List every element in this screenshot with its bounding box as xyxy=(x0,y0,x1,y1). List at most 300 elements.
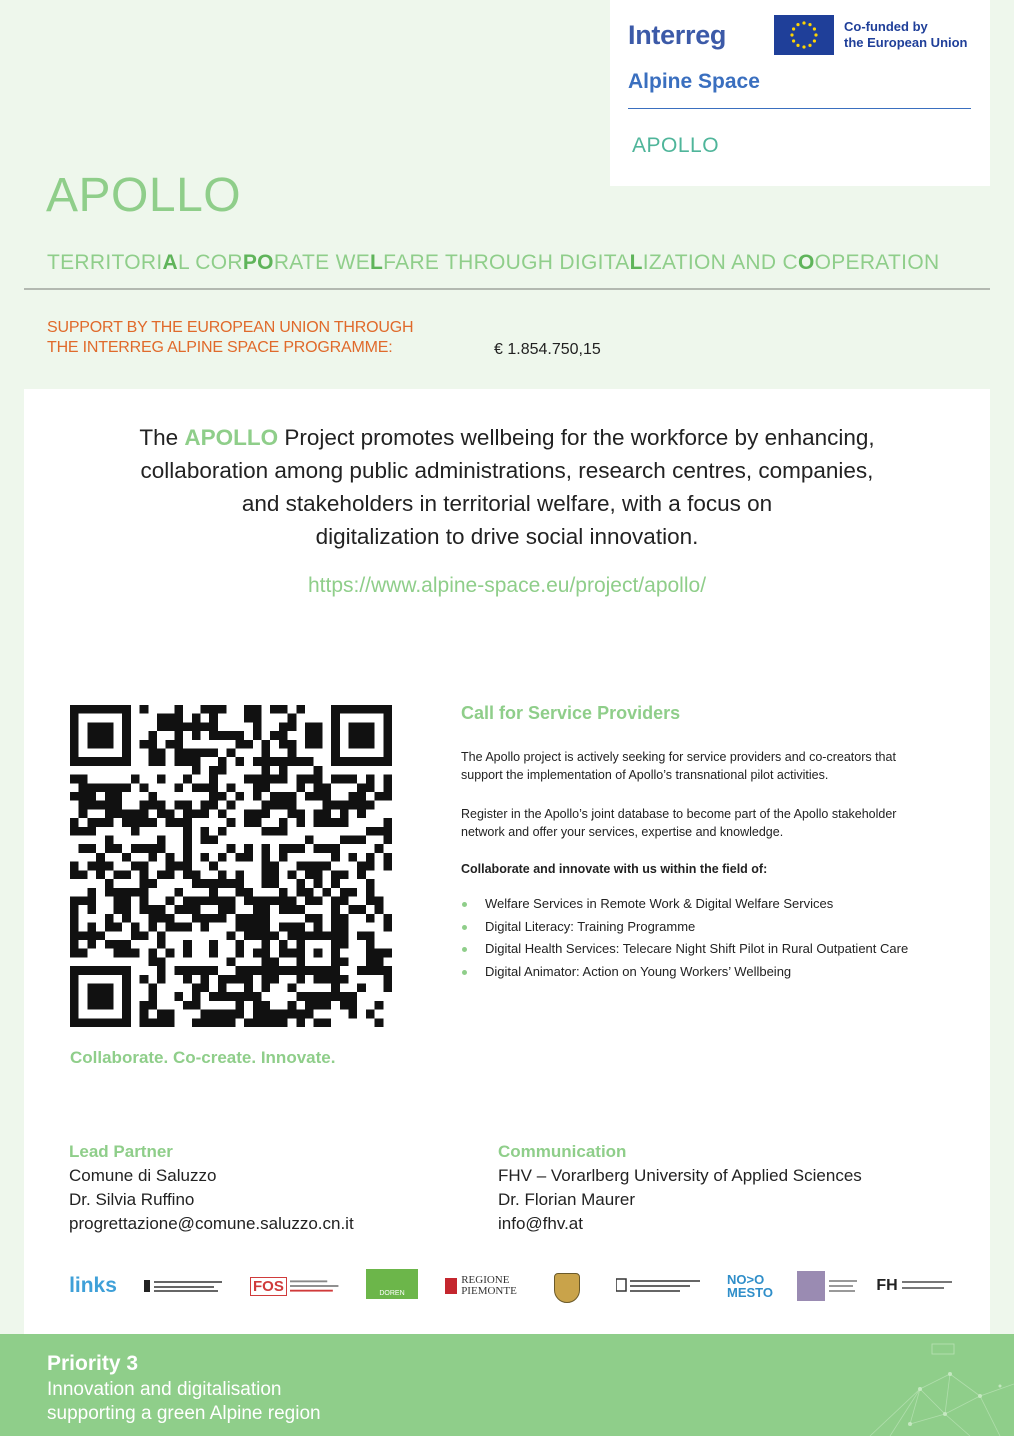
qr-module xyxy=(383,783,392,792)
qr-module xyxy=(331,853,340,862)
qr-module xyxy=(331,714,340,723)
qr-module xyxy=(140,801,149,810)
qr-module xyxy=(87,792,96,801)
qr-module xyxy=(183,870,192,879)
qr-module xyxy=(96,731,105,740)
qr-module xyxy=(331,740,340,749)
qr-module xyxy=(227,1010,236,1019)
qr-module xyxy=(261,775,270,784)
qr-module xyxy=(270,870,279,879)
subtitle-highlight: PO xyxy=(242,251,274,274)
qr-module xyxy=(383,792,392,801)
qr-module xyxy=(192,714,201,723)
qr-module xyxy=(131,931,140,940)
qr-module xyxy=(296,923,305,932)
qr-module xyxy=(314,923,323,932)
qr-module xyxy=(201,923,210,932)
qr-module xyxy=(366,940,375,949)
qr-module xyxy=(322,1001,331,1010)
support-line-1: SUPPORT BY THE EUROPEAN UNION THROUGH xyxy=(47,319,414,336)
qr-module xyxy=(305,896,314,905)
qr-module xyxy=(366,731,375,740)
qr-module xyxy=(209,992,218,1001)
qr-module xyxy=(253,923,262,932)
qr-module xyxy=(70,870,79,879)
qr-module xyxy=(114,844,123,853)
call-paragraph-2 xyxy=(461,805,961,841)
qr-module xyxy=(140,1018,149,1027)
qr-module xyxy=(357,722,366,731)
qr-module xyxy=(235,966,244,975)
qr-module xyxy=(157,957,166,966)
qr-module xyxy=(357,792,366,801)
qr-module xyxy=(148,1001,157,1010)
qr-module xyxy=(70,905,79,914)
qr-module xyxy=(261,870,270,879)
qr-module xyxy=(261,879,270,888)
field-list xyxy=(461,893,908,984)
qr-module xyxy=(305,966,314,975)
qr-module xyxy=(79,775,88,784)
qr-module xyxy=(140,870,149,879)
collaborate-heading: Collaborate and innovate with us within the field of: xyxy=(461,862,768,876)
qr-module xyxy=(140,905,149,914)
partner-logo-steirisches-kompetenzzentrum xyxy=(616,1269,702,1303)
qr-module xyxy=(148,731,157,740)
lead-partner-email-link[interactable]: progrettazione@comune.saluzzo.cn.it xyxy=(69,1214,354,1233)
intro-line-3: and stakeholders in territorial welfare, with a focus on xyxy=(241,491,773,516)
qr-module xyxy=(218,870,227,879)
project-subtitle xyxy=(47,251,939,275)
qr-module xyxy=(166,818,175,827)
qr-module xyxy=(331,749,340,758)
qr-module xyxy=(253,775,262,784)
qr-module xyxy=(261,844,270,853)
qr-module xyxy=(87,931,96,940)
qr-module xyxy=(209,775,218,784)
qr-module xyxy=(157,801,166,810)
qr-module xyxy=(174,862,183,871)
qr-module xyxy=(96,722,105,731)
bullet-icon xyxy=(462,970,467,975)
qr-module xyxy=(105,783,114,792)
qr-module xyxy=(279,949,288,958)
qr-module xyxy=(357,836,366,845)
qr-module xyxy=(296,879,305,888)
qr-module xyxy=(253,1018,262,1027)
qr-module xyxy=(305,992,314,1001)
qr-module xyxy=(340,923,349,932)
partner-logo-fos xyxy=(250,1269,342,1303)
qr-module xyxy=(314,992,323,1001)
qr-module xyxy=(331,992,340,1001)
qr-module xyxy=(340,705,349,714)
qr-module xyxy=(279,896,288,905)
subtitle-part: RATE WE xyxy=(273,251,371,274)
qr-module xyxy=(331,940,340,949)
qr-module xyxy=(244,740,253,749)
qr-module xyxy=(183,940,192,949)
cofunded-line-2: the European Union xyxy=(844,35,968,50)
qr-module xyxy=(261,862,270,871)
qr-module xyxy=(122,714,131,723)
qr-module xyxy=(296,775,305,784)
qr-module xyxy=(235,757,244,766)
priority-line-1: Innovation and digitalisation xyxy=(47,1379,282,1400)
qr-module xyxy=(348,705,357,714)
qr-module xyxy=(288,749,297,758)
qr-module xyxy=(183,896,192,905)
qr-module xyxy=(331,870,340,879)
qr-module xyxy=(375,905,384,914)
qr-module xyxy=(148,818,157,827)
qr-module xyxy=(114,792,123,801)
qr-module xyxy=(70,827,79,836)
qr-module xyxy=(227,975,236,984)
qr-module xyxy=(261,975,270,984)
qr-module xyxy=(192,722,201,731)
qr-module xyxy=(322,792,331,801)
qr-module xyxy=(131,949,140,958)
qr-module xyxy=(79,949,88,958)
qr-module xyxy=(79,844,88,853)
qr-module xyxy=(270,975,279,984)
qr-module xyxy=(209,914,218,923)
qr-module xyxy=(105,888,114,897)
qr-module xyxy=(296,975,305,984)
qr-module xyxy=(131,862,140,871)
qr-module xyxy=(305,1010,314,1019)
qr-module xyxy=(201,827,210,836)
priority-title: Priority 3 xyxy=(47,1352,139,1375)
qr-module xyxy=(357,705,366,714)
qr-module xyxy=(105,1001,114,1010)
qr-module xyxy=(340,836,349,845)
qr-module xyxy=(114,949,123,958)
qr-module xyxy=(366,1010,375,1019)
qr-module xyxy=(348,992,357,1001)
qr-module xyxy=(366,888,375,897)
qr-module xyxy=(70,749,79,758)
qr-module xyxy=(348,801,357,810)
qr-module xyxy=(322,801,331,810)
qr-module xyxy=(314,870,323,879)
communication-email-link[interactable]: info@fhv.at xyxy=(498,1214,583,1233)
qr-module xyxy=(261,809,270,818)
qr-module xyxy=(105,740,114,749)
qr-module xyxy=(227,783,236,792)
qr-module xyxy=(87,940,96,949)
qr-module xyxy=(348,775,357,784)
qr-module xyxy=(244,705,253,714)
qr-module xyxy=(157,870,166,879)
qr-module xyxy=(209,862,218,871)
qr-module xyxy=(383,923,392,932)
qr-module xyxy=(279,801,288,810)
qr-module xyxy=(375,966,384,975)
qr-module xyxy=(314,731,323,740)
qr-module xyxy=(366,914,375,923)
qr-module xyxy=(279,757,288,766)
qr-module xyxy=(209,1018,218,1027)
qr-module xyxy=(183,801,192,810)
qr-module xyxy=(192,896,201,905)
qr-module xyxy=(227,1018,236,1027)
qr-module xyxy=(70,1018,79,1027)
qr-module xyxy=(122,722,131,731)
qr-module xyxy=(235,1010,244,1019)
qr-module xyxy=(244,809,253,818)
qr-module xyxy=(70,923,79,932)
intro-text: Project promotes wellbeing for the workforce by enhancing, xyxy=(278,425,875,450)
qr-module xyxy=(375,957,384,966)
qr-module xyxy=(331,818,340,827)
qr-module xyxy=(253,809,262,818)
qr-module xyxy=(209,836,218,845)
qr-module xyxy=(122,940,131,949)
qr-module xyxy=(183,722,192,731)
qr-code[interactable] xyxy=(70,705,392,1027)
qr-module xyxy=(261,757,270,766)
qr-module xyxy=(192,1018,201,1027)
partner-logo-czk xyxy=(796,1269,860,1303)
qr-module xyxy=(383,775,392,784)
qr-module xyxy=(227,905,236,914)
qr-module xyxy=(201,801,210,810)
cofunded-label xyxy=(844,19,968,51)
qr-module xyxy=(322,966,331,975)
qr-module xyxy=(305,888,314,897)
qr-module xyxy=(331,896,340,905)
qr-module xyxy=(131,818,140,827)
qr-module xyxy=(305,731,314,740)
qr-module xyxy=(70,914,79,923)
qr-module xyxy=(253,705,262,714)
qr-module xyxy=(140,740,149,749)
qr-module xyxy=(209,722,218,731)
qr-module xyxy=(166,722,175,731)
interreg-logo-text: Interreg xyxy=(628,20,727,50)
qr-module xyxy=(314,1018,323,1027)
qr-module xyxy=(70,931,79,940)
qr-module xyxy=(322,931,331,940)
qr-module xyxy=(105,966,114,975)
field-label: Digital Health Services: Telecare Night Shift Pilot in Rural Outpatient Care xyxy=(485,941,909,957)
qr-module xyxy=(288,792,297,801)
qr-module xyxy=(331,731,340,740)
qr-module xyxy=(87,992,96,1001)
qr-module xyxy=(244,966,253,975)
project-url-link[interactable]: https://www.alpine-space.eu/project/apollo/ xyxy=(307,574,707,597)
qr-module xyxy=(296,992,305,1001)
qr-module xyxy=(261,914,270,923)
qr-module xyxy=(105,757,114,766)
qr-module xyxy=(79,809,88,818)
qr-module xyxy=(209,801,218,810)
qr-module xyxy=(183,818,192,827)
qr-module xyxy=(105,992,114,1001)
qr-module xyxy=(122,749,131,758)
qr-module xyxy=(70,740,79,749)
partner-logo-citta-di-saluzzo xyxy=(544,1267,590,1309)
qr-module xyxy=(70,1010,79,1019)
qr-module xyxy=(105,792,114,801)
qr-module xyxy=(87,801,96,810)
qr-module xyxy=(383,818,392,827)
qr-module xyxy=(105,731,114,740)
qr-module xyxy=(140,975,149,984)
qr-module xyxy=(148,905,157,914)
qr-module xyxy=(105,879,114,888)
qr-module xyxy=(331,966,340,975)
communication-block xyxy=(498,1142,862,1236)
qr-module xyxy=(296,818,305,827)
qr-module xyxy=(305,757,314,766)
qr-module xyxy=(340,896,349,905)
qr-module xyxy=(261,905,270,914)
priority-band xyxy=(0,1334,1014,1436)
qr-module xyxy=(261,827,270,836)
qr-module xyxy=(340,992,349,1001)
qr-module xyxy=(140,862,149,871)
qr-module xyxy=(357,931,366,940)
qr-module xyxy=(79,966,88,975)
qr-module xyxy=(122,975,131,984)
qr-module xyxy=(201,966,210,975)
qr-module xyxy=(357,757,366,766)
qr-module xyxy=(375,949,384,958)
qr-module xyxy=(174,992,183,1001)
partner-logo-novo-mesto xyxy=(724,1269,776,1303)
qr-module xyxy=(331,923,340,932)
list-item xyxy=(461,893,908,916)
funding-logo-card xyxy=(610,0,990,186)
qr-module xyxy=(305,775,314,784)
qr-module xyxy=(357,801,366,810)
qr-module xyxy=(261,940,270,949)
qr-module xyxy=(174,905,183,914)
call-title: Call for Service Providers xyxy=(461,703,681,723)
qr-module xyxy=(114,1018,123,1027)
qr-module xyxy=(114,757,123,766)
qr-module xyxy=(253,818,262,827)
subtitle-part: IZATION AND C xyxy=(642,251,798,274)
qr-module xyxy=(166,923,175,932)
qr-module xyxy=(288,714,297,723)
qr-module xyxy=(279,740,288,749)
qr-module xyxy=(322,818,331,827)
qr-module xyxy=(166,914,175,923)
qr-module xyxy=(192,766,201,775)
qr-module xyxy=(348,905,357,914)
qr-module xyxy=(105,801,114,810)
qr-module xyxy=(340,1001,349,1010)
qr-module xyxy=(279,966,288,975)
qr-module xyxy=(279,775,288,784)
qr-module xyxy=(305,862,314,871)
qr-module xyxy=(70,862,79,871)
qr-module xyxy=(166,853,175,862)
qr-module xyxy=(348,836,357,845)
qr-module xyxy=(218,975,227,984)
piemonte-flag-icon xyxy=(445,1278,457,1294)
qr-module xyxy=(70,966,79,975)
qr-module xyxy=(174,966,183,975)
qr-module xyxy=(192,966,201,975)
qr-module xyxy=(96,931,105,940)
qr-module xyxy=(70,975,79,984)
qr-module xyxy=(114,801,123,810)
qr-module xyxy=(87,862,96,871)
qr-module xyxy=(296,1018,305,1027)
qr-module xyxy=(253,931,262,940)
qr-module xyxy=(305,931,314,940)
qr-module xyxy=(105,983,114,992)
qr-module xyxy=(79,896,88,905)
fos-logo-text: FOS xyxy=(250,1277,287,1296)
qr-module xyxy=(87,722,96,731)
qr-module xyxy=(270,705,279,714)
qr-module xyxy=(244,844,253,853)
qr-module xyxy=(296,940,305,949)
qr-module xyxy=(192,905,201,914)
qr-module xyxy=(375,792,384,801)
qr-module xyxy=(261,853,270,862)
qr-module xyxy=(96,992,105,1001)
qr-module xyxy=(375,757,384,766)
qr-module xyxy=(122,1018,131,1027)
intro-text: The xyxy=(139,425,185,450)
qr-module xyxy=(87,896,96,905)
qr-module xyxy=(253,792,262,801)
qr-module xyxy=(340,801,349,810)
qr-module xyxy=(314,792,323,801)
qr-module xyxy=(244,888,253,897)
qr-module xyxy=(157,914,166,923)
qr-module xyxy=(279,731,288,740)
subtitle-highlight: L xyxy=(370,251,384,274)
qr-module xyxy=(348,740,357,749)
qr-module xyxy=(244,923,253,932)
qr-module xyxy=(209,1010,218,1019)
qr-module xyxy=(209,766,218,775)
qr-module xyxy=(305,914,314,923)
qr-module xyxy=(314,966,323,975)
qr-module xyxy=(122,783,131,792)
qr-module xyxy=(87,757,96,766)
qr-module xyxy=(270,775,279,784)
qr-module xyxy=(140,879,149,888)
qr-module xyxy=(348,1001,357,1010)
qr-module xyxy=(314,809,323,818)
qr-module xyxy=(288,1001,297,1010)
qr-module xyxy=(322,809,331,818)
qr-module xyxy=(235,870,244,879)
qr-module xyxy=(79,931,88,940)
qr-module xyxy=(183,853,192,862)
qr-module xyxy=(209,879,218,888)
qr-module xyxy=(157,931,166,940)
qr-module xyxy=(383,722,392,731)
qr-module xyxy=(148,914,157,923)
qr-module xyxy=(192,983,201,992)
qr-module xyxy=(122,966,131,975)
qr-module xyxy=(331,722,340,731)
qr-module xyxy=(235,1001,244,1010)
qr-module xyxy=(279,940,288,949)
qr-module xyxy=(288,844,297,853)
qr-module xyxy=(105,914,114,923)
